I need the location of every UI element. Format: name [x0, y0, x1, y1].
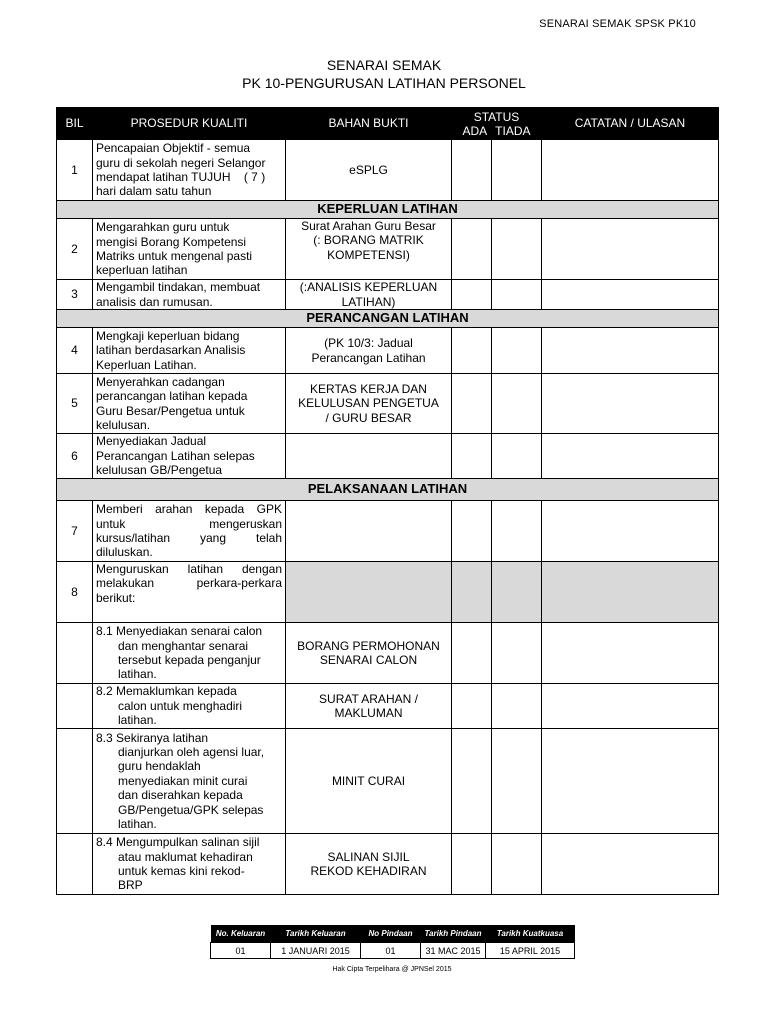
- rev-no-pindaan: 01: [361, 943, 421, 959]
- status-ada-cell[interactable]: [452, 328, 492, 374]
- row-bukti: (PK 10/3: Jadual Perancangan Latihan: [286, 328, 452, 374]
- header-bil: BIL: [57, 108, 93, 140]
- status-tiada-cell[interactable]: [492, 328, 542, 374]
- status-ada-cell[interactable]: [452, 140, 492, 201]
- header-catatan: CATATAN / ULASAN: [542, 108, 719, 140]
- row-bil: 1: [57, 140, 93, 201]
- status-tiada-cell[interactable]: [492, 219, 542, 280]
- row-bukti: KERTAS KERJA DAN KELULUSAN PENGETUA / GURU BESAR: [286, 374, 452, 434]
- header-prosedur: PROSEDUR KUALITI: [93, 108, 286, 140]
- rev-header-no-pindaan: No Pindaan: [361, 925, 421, 943]
- section-keperluan-latihan: KEPERLUAN LATIHAN: [57, 201, 719, 219]
- document-subtitle: PK 10-PENGURUSAN LATIHAN PERSONEL: [242, 75, 526, 91]
- row-bukti: MINIT CURAI: [286, 729, 452, 834]
- catatan-cell[interactable]: [542, 374, 719, 434]
- table-row: [57, 562, 719, 623]
- table-row: [57, 729, 719, 834]
- status-ada-cell[interactable]: [452, 684, 492, 729]
- status-ada-cell[interactable]: [452, 219, 492, 280]
- header-tiada: TIADA: [495, 123, 531, 138]
- row-bukti: SALINAN SIJIL REKOD KEHADIRAN: [286, 834, 452, 895]
- row-prosedur: Pencapaian Objektif - semua guru di sekolah negeri Selangor mendapat latihan TUJUH ( 7 ) hari dalam satu tahun: [93, 140, 286, 201]
- row-prosedur: Menyediakan Jadual Perancangan Latihan selepas kelulusan GB/Pengetua: [93, 434, 286, 479]
- status-tiada-cell[interactable]: [492, 623, 542, 684]
- rev-header-tarikh-pindaan: Tarikh Pindaan: [421, 925, 486, 943]
- section-row: [57, 201, 719, 219]
- catatan-cell[interactable]: [542, 501, 719, 562]
- row-prosedur: Mengkaji keperluan bidang latihan berdasarkan Analisis Keperluan Latihan.: [93, 328, 286, 374]
- status-ada-cell[interactable]: [452, 434, 492, 479]
- row-bil: 5: [57, 374, 93, 434]
- catatan-cell[interactable]: [542, 623, 719, 684]
- status-tiada-cell[interactable]: [492, 729, 542, 834]
- rev-no-keluaran: 01: [211, 943, 271, 959]
- table-row: [57, 140, 719, 201]
- document-title: SENARAI SEMAK: [326, 57, 442, 73]
- catatan-cell[interactable]: [542, 140, 719, 201]
- header-ada: ADA: [462, 123, 488, 138]
- row-bukti: Surat Arahan Guru Besar (: BORANG MATRIK KOMPETENSI): [286, 219, 452, 280]
- header-status: [452, 108, 542, 140]
- catatan-cell[interactable]: [542, 280, 719, 310]
- row-bil: 7: [57, 501, 93, 562]
- row-bukti: SURAT ARAHAN / MAKLUMAN: [286, 684, 452, 729]
- status-ada-cell[interactable]: [452, 623, 492, 684]
- row-bukti: [286, 562, 452, 623]
- rev-header-tarikh-kuatkuasa: Tarikh Kuatkuasa: [486, 925, 575, 943]
- row-bil: 2: [57, 219, 93, 280]
- table-row: [57, 684, 719, 729]
- row-prosedur: 8.1 Menyediakan senarai calon dan menghantar senarai tersebut kepada penganjur latihan.: [93, 623, 286, 684]
- row-prosedur: 8.2 Memaklumkan kepada calon untuk menghadiri latihan.: [93, 684, 286, 729]
- checklist-table: [56, 107, 719, 895]
- table-row: [57, 501, 719, 562]
- row-bil: 3: [57, 280, 93, 310]
- table-row: [57, 623, 719, 684]
- status-tiada-cell[interactable]: [492, 280, 542, 310]
- catatan-cell[interactable]: [542, 219, 719, 280]
- table-row: [57, 219, 719, 280]
- catatan-cell[interactable]: [542, 684, 719, 729]
- rev-header-no-keluaran: No. Keluaran: [211, 925, 271, 943]
- catatan-cell[interactable]: [542, 434, 719, 479]
- status-ada-cell[interactable]: [452, 374, 492, 434]
- status-ada-cell[interactable]: [452, 501, 492, 562]
- row-bil: [57, 623, 93, 684]
- section-pelaksanaan-latihan: PELAKSANAAN LATIHAN: [57, 479, 719, 501]
- row-prosedur: Menyerahkan cadangan perancangan latihan kepada Guru Besar/Pengetua untuk kelulusan.: [93, 374, 286, 434]
- row-prosedur: Menguruskan latihan dengan melakukan perkara-perkara berikut:: [93, 562, 286, 623]
- row-bil: 4: [57, 328, 93, 374]
- status-tiada-cell[interactable]: [492, 140, 542, 201]
- rev-header-tarikh-keluaran: Tarikh Keluaran: [271, 925, 361, 943]
- status-tiada-cell[interactable]: [492, 834, 542, 895]
- rev-tarikh-pindaan: 31 MAC 2015: [421, 943, 486, 959]
- catatan-cell[interactable]: [542, 834, 719, 895]
- table-row: [57, 434, 719, 479]
- catatan-cell[interactable]: [542, 328, 719, 374]
- row-bukti: [286, 434, 452, 479]
- catatan-cell[interactable]: [542, 729, 719, 834]
- status-tiada-cell[interactable]: [492, 501, 542, 562]
- row-prosedur: Memberi arahan kepada GPK untuk mengeruskan kursus/latihan yang telah diluluskan.: [93, 501, 286, 562]
- status-ada-cell[interactable]: [452, 280, 492, 310]
- revision-value-row: [211, 943, 575, 959]
- status-tiada-cell[interactable]: [492, 684, 542, 729]
- status-ada-cell[interactable]: [452, 729, 492, 834]
- status-ada-cell: [452, 562, 492, 623]
- row-bukti: (:ANALISIS KEPERLUAN LATIHAN): [286, 280, 452, 310]
- rev-tarikh-kuatkuasa: 15 APRIL 2015: [486, 943, 575, 959]
- status-tiada-cell[interactable]: [492, 374, 542, 434]
- row-prosedur: Mengarahkan guru untuk mengisi Borang Kompetensi Matriks untuk mengenal pasti keperluan latihan: [93, 219, 286, 280]
- table-row: [57, 834, 719, 895]
- document-code: SENARAI SEMAK SPSK PK10: [539, 18, 696, 30]
- table-row: [57, 374, 719, 434]
- row-bil: [57, 729, 93, 834]
- row-bil: [57, 834, 93, 895]
- catatan-cell: [542, 562, 719, 623]
- section-row: [57, 479, 719, 501]
- status-ada-cell[interactable]: [452, 834, 492, 895]
- revision-header-row: [211, 925, 575, 943]
- revision-table: [210, 925, 575, 959]
- row-bil: 8: [57, 562, 93, 623]
- header-status-label: STATUS: [473, 109, 520, 124]
- status-tiada-cell[interactable]: [492, 434, 542, 479]
- header-bukti: BAHAN BUKTI: [286, 108, 452, 140]
- copyright-notice: Hak Cipta Terpelihara @ JPNSel 2015: [332, 966, 452, 973]
- row-prosedur: 8.3 Sekiranya latihan dianjurkan oleh agensi luar, guru hendaklah menyediakan minit curai dan diserahkan kepada GB/Pengetua/GPK selepas latihan.: [93, 729, 286, 834]
- rev-tarikh-keluaran: 1 JANUARI 2015: [271, 943, 361, 959]
- row-bil: [57, 684, 93, 729]
- row-prosedur: Mengambil tindakan, membuat analisis dan rumusan.: [93, 280, 286, 310]
- row-bukti: [286, 501, 452, 562]
- row-prosedur: 8.4 Mengumpulkan salinan sijil atau maklumat kehadiran untuk kemas kini rekod- BRP: [93, 834, 286, 895]
- status-tiada-cell: [492, 562, 542, 623]
- row-bukti: BORANG PERMOHONAN SENARAI CALON: [286, 623, 452, 684]
- row-bil: 6: [57, 434, 93, 479]
- table-row: [57, 328, 719, 374]
- row-bukti: eSPLG: [286, 140, 452, 201]
- table-header-row: [57, 108, 719, 140]
- table-row: [57, 280, 719, 310]
- section-row: [57, 310, 719, 328]
- section-perancangan-latihan: PERANCANGAN LATIHAN: [57, 310, 719, 328]
